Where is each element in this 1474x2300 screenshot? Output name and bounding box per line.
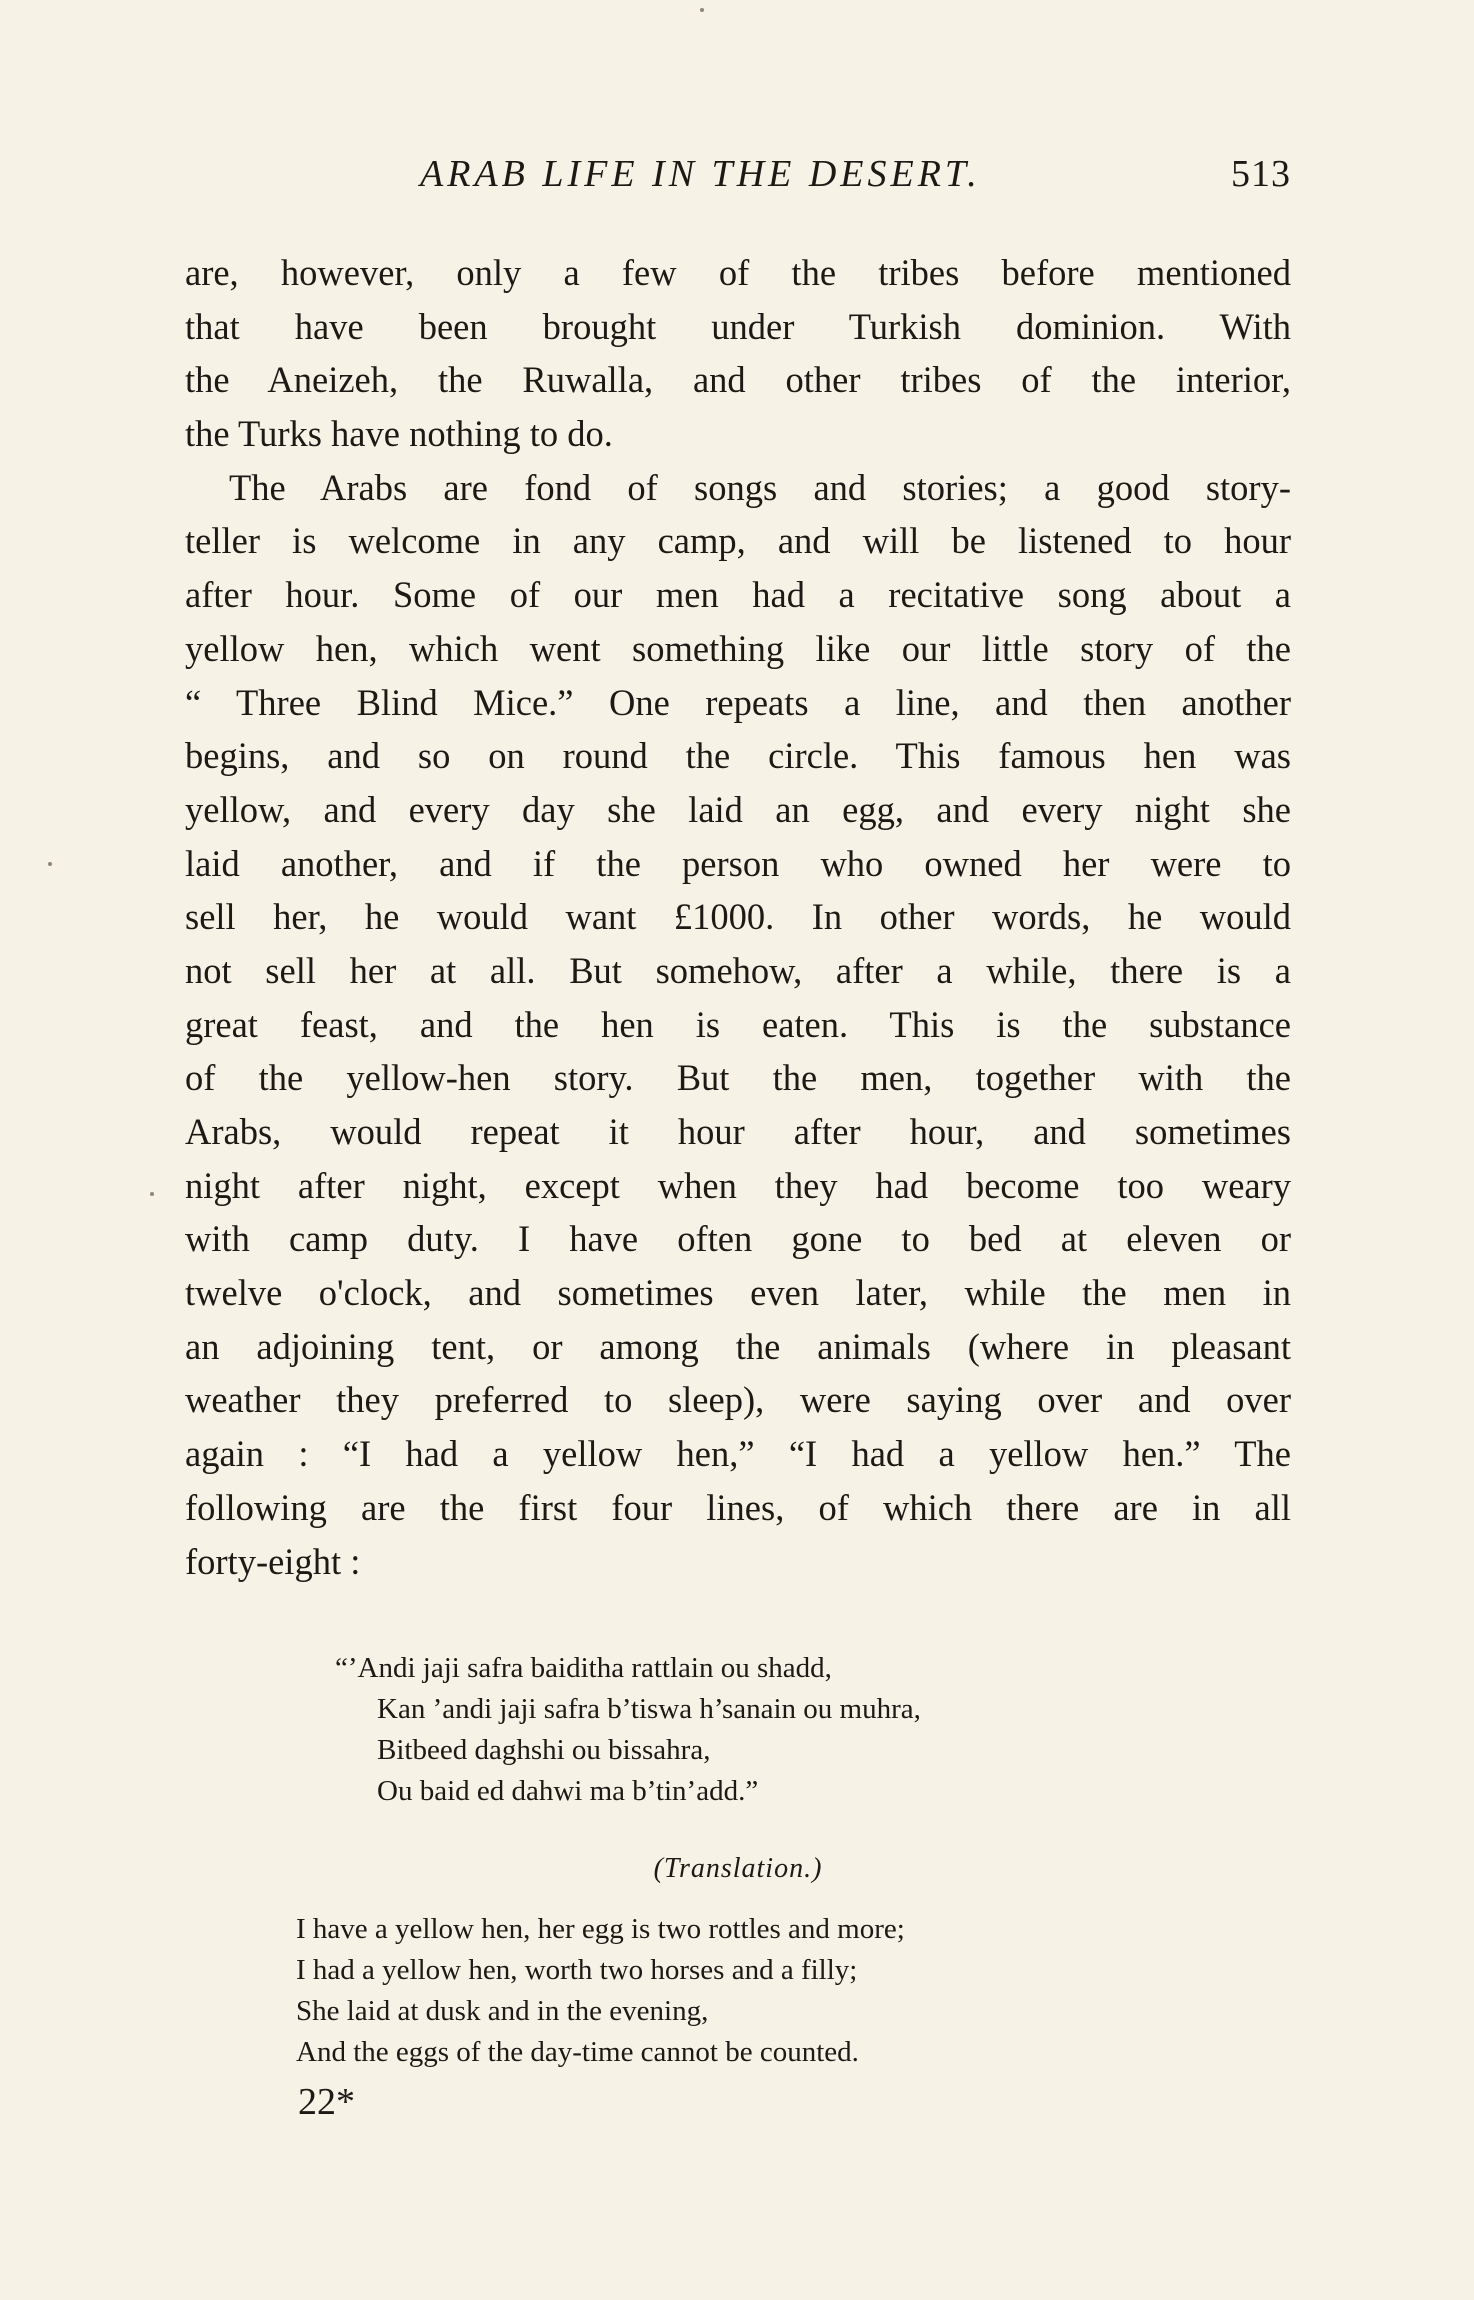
page-number: 513 — [1231, 153, 1291, 195]
print-speck — [48, 862, 52, 866]
text-line: laid another, and if the person who owned her were to — [185, 842, 1291, 884]
paragraph-2 — [185, 461, 1291, 1588]
text-line: yellow, and every day she laid an egg, and every night she — [185, 788, 1291, 830]
text-line: weather they preferred to sleep), were saying over and over — [185, 1379, 1291, 1421]
body-text — [185, 246, 1291, 1588]
text-line: twelve o'clock, and sometimes even later, while the men in — [185, 1272, 1291, 1314]
text-line: forty-eight : — [185, 1540, 361, 1582]
running-title: ARAB LIFE IN THE DESERT. — [420, 153, 981, 195]
signature-mark: 22* — [298, 2081, 355, 2123]
text-line: of the yellow-hen story. But the men, together with the — [185, 1057, 1291, 1099]
translation-line: And the eggs of the day-time cannot be counted. — [296, 2036, 859, 2068]
page-header — [185, 152, 1291, 202]
print-speck — [150, 1192, 154, 1196]
text-line: night after night, except when they had become too weary — [185, 1164, 1291, 1206]
text-line: that have been brought under Turkish dominion. With — [185, 305, 1291, 347]
text-line: teller is welcome in any camp, and will be listened to hour — [185, 520, 1291, 562]
text-line: great feast, and the hen is eaten. This is the substance — [185, 1003, 1291, 1045]
verse-line: Bitbeed daghshi ou bissahra, — [377, 1734, 711, 1766]
text-line: the Turks have nothing to do. — [185, 413, 613, 455]
text-line: following are the first four lines, of which there are in all — [185, 1486, 1291, 1528]
translation-line: She laid at dusk and in the evening, — [296, 1995, 709, 2027]
verse-line: “’Andi jaji safra baiditha rattlain ou shadd, — [335, 1652, 832, 1684]
text-line: The Arabs are fond of songs and stories; a good story- — [229, 466, 1291, 508]
translation-line: I had a yellow hen, worth two horses and a filly; — [296, 1954, 858, 1986]
verse-line: Kan ’andi jaji safra b’tiswa h’sanain ou muhra, — [377, 1693, 921, 1725]
verse-line: Ou baid ed dahwi ma b’tin’add.” — [377, 1775, 759, 1807]
text-line: are, however, only a few of the tribes before mentioned — [185, 252, 1291, 293]
text-line: again : “I had a yellow hen,” “I had a yellow hen.” The — [185, 1433, 1291, 1475]
text-line: not sell her at all. But somehow, after a while, there is a — [185, 949, 1291, 991]
text-line: sell her, he would want £1000. In other words, he would — [185, 896, 1291, 938]
translation-line: I have a yellow hen, her egg is two rottles and more; — [296, 1913, 905, 1945]
text-line: yellow hen, which went something like our little story of the — [185, 627, 1291, 669]
text-line: the Aneizeh, the Ruwalla, and other tribes of the interior, — [185, 359, 1291, 401]
print-speck — [700, 8, 704, 12]
text-line: Arabs, would repeat it hour after hour, and sometimes — [185, 1111, 1291, 1152]
text-line: with camp duty. I have often gone to bed at eleven or — [185, 1218, 1291, 1260]
text-line: an adjoining tent, or among the animals (where in pleasant — [185, 1325, 1291, 1367]
paragraph-1 — [185, 246, 1291, 461]
translation-verse — [296, 1909, 1246, 2073]
translation-label: (Translation.) — [653, 1853, 823, 1884]
arabic-verse — [335, 1648, 1235, 1812]
text-line: “ Three Blind Mice.” One repeats a line, and then another — [185, 681, 1291, 723]
text-line: after hour. Some of our men had a recitative song about a — [185, 574, 1291, 616]
text-line: begins, and so on round the circle. This famous hen was — [185, 735, 1291, 777]
